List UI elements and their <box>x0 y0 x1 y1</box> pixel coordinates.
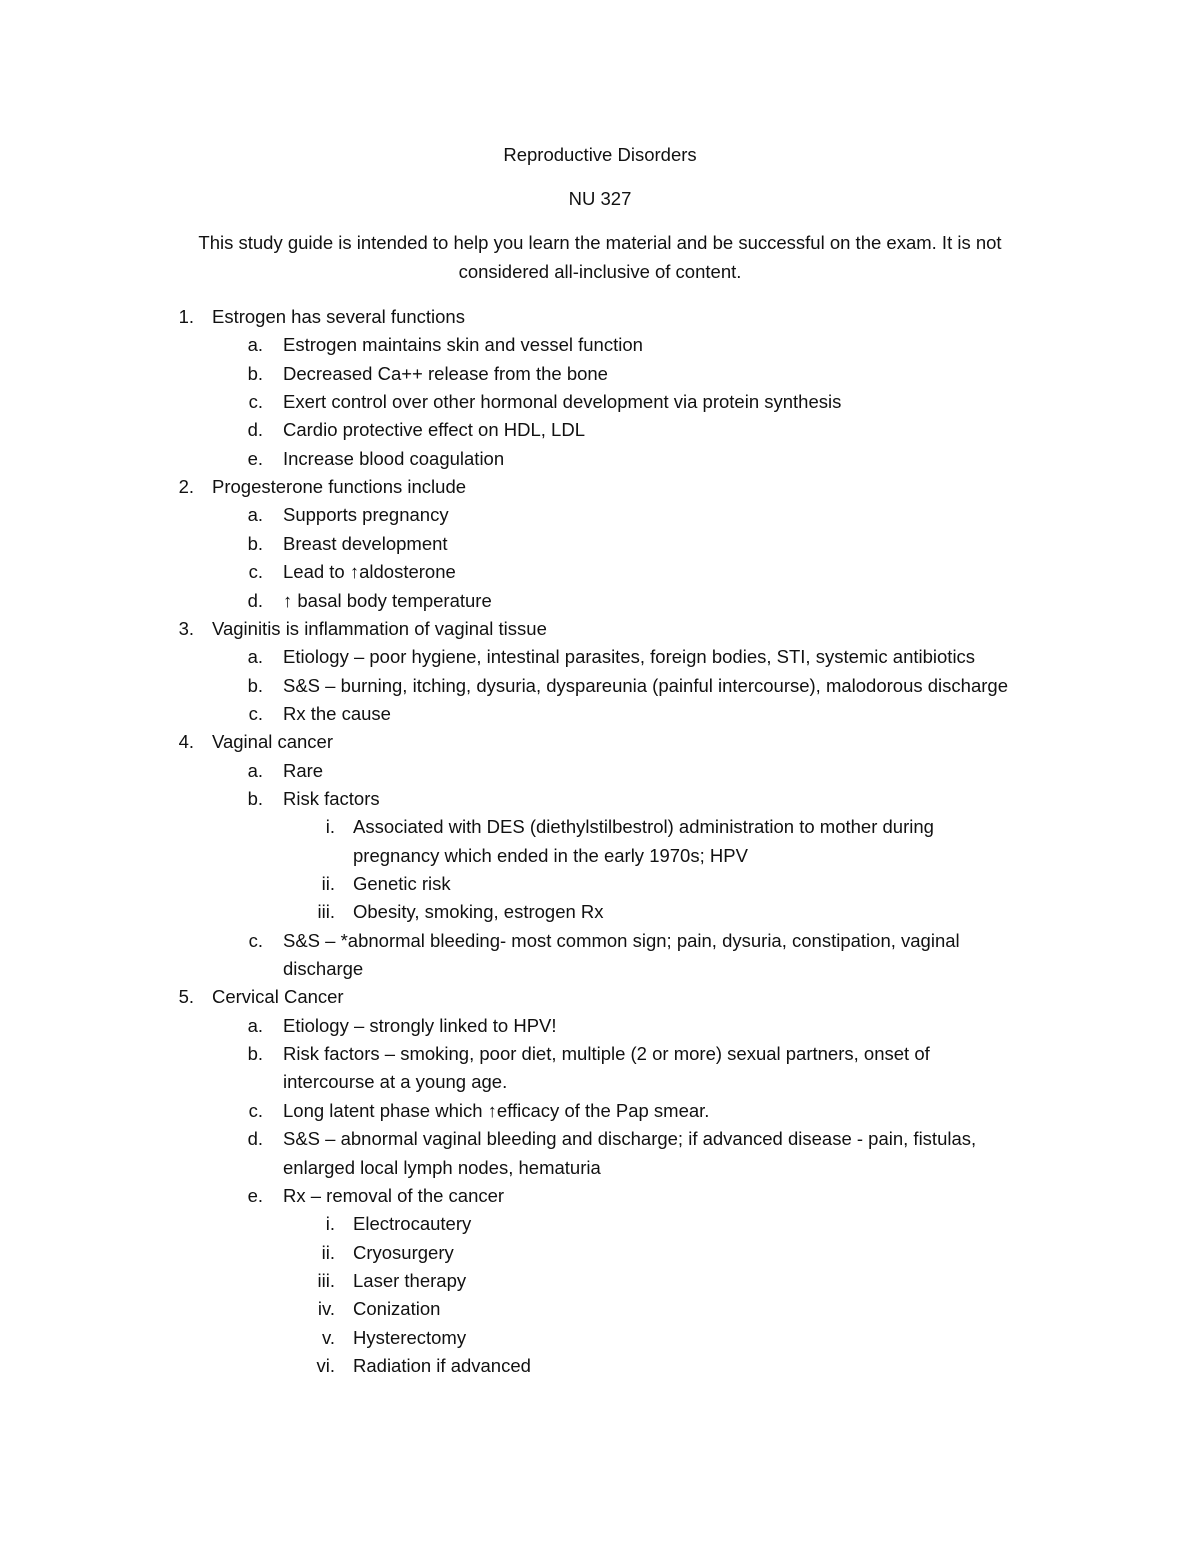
list-marker: vi. <box>316 1354 335 1376</box>
list-item-text: Rx the cause <box>283 702 391 724</box>
list-item-text: pregnancy which ended in the early 1970s; HPV <box>353 844 748 866</box>
list-item-text: ↑ basal body temperature <box>283 589 492 611</box>
list-marker: d. <box>247 589 263 611</box>
list-item-text: S&S – *abnormal bleeding- most common sign; pain, dysuria, constipation, vaginal <box>283 929 960 951</box>
list-item-text: Estrogen maintains skin and vessel function <box>283 334 643 356</box>
list-marker: e. <box>247 447 263 469</box>
list-item-text: Cardio protective effect on HDL, LDL <box>283 419 585 441</box>
list-item-text: Rare <box>283 759 324 781</box>
list-item-text: Radiation if advanced <box>353 1354 531 1376</box>
list-item-text: Decreased Ca++ release from the bone <box>283 362 608 384</box>
list-item-text: Etiology – strongly linked to HPV! <box>283 1014 557 1036</box>
list-marker: b. <box>247 674 263 696</box>
list-item-text: Vaginitis is inflammation of vaginal tissue <box>212 617 547 639</box>
list-marker: i. <box>325 816 335 838</box>
list-item-text: Etiology – poor hygiene, intestinal parasites, foreign bodies, STI, systemic antibiotics <box>283 646 976 668</box>
list-marker: a. <box>247 334 263 356</box>
list-marker: iii. <box>317 1269 335 1291</box>
list-item-text: Breast development <box>283 532 448 554</box>
list-item-text: Cryosurgery <box>353 1241 454 1263</box>
list-marker: a. <box>247 1014 263 1036</box>
list-marker: i. <box>325 1213 335 1235</box>
intro-line-1: This study guide is intended to help you learn the material and be successful on the exam. It is not <box>198 232 1002 253</box>
list-item-text: Supports pregnancy <box>283 504 449 526</box>
list-item-text: Associated with DES (diethylstilbestrol) administration to mother during <box>353 816 934 838</box>
list-marker: v. <box>321 1326 335 1348</box>
list-marker: ii. <box>321 1241 335 1263</box>
list-marker: 1. <box>178 306 194 327</box>
list-marker: c. <box>248 391 263 413</box>
list-marker: b. <box>247 787 263 809</box>
list-item-text: Long latent phase which ↑efficacy of the Pap smear. <box>283 1099 710 1121</box>
list-marker: d. <box>247 1128 263 1150</box>
list-item-text: enlarged local lymph nodes, hematuria <box>283 1156 601 1178</box>
list-item-text: Progesterone functions include <box>212 476 467 498</box>
list-item-text: S&S – abnormal vaginal bleeding and discharge; if advanced disease - pain, fistulas, <box>283 1128 977 1150</box>
list-item-text: Conization <box>353 1298 441 1320</box>
list-item-text: Rx – removal of the cancer <box>283 1184 505 1206</box>
list-marker: c. <box>248 929 263 951</box>
list-marker: a. <box>247 759 263 781</box>
list-item-text: Laser therapy <box>353 1269 467 1291</box>
list-item-text: Electrocautery <box>353 1213 472 1235</box>
list-item-text: Estrogen has several functions <box>212 306 465 327</box>
list-item-text: Risk factors <box>283 787 380 809</box>
list-item-text: Hysterectomy <box>353 1326 467 1348</box>
list-item-text: Lead to ↑aldosterone <box>283 561 456 583</box>
list-item-text: S&S – burning, itching, dysuria, dyspareunia (painful intercourse), malodorous discharge <box>283 674 1008 696</box>
list-marker: 4. <box>178 731 194 753</box>
list-marker: c. <box>248 702 263 724</box>
list-item-text: Vaginal cancer <box>212 731 334 753</box>
list-item-text: Increase blood coagulation <box>283 447 505 469</box>
list-item-text: Cervical Cancer <box>212 986 344 1008</box>
list-marker: 5. <box>178 986 194 1008</box>
list-marker: ii. <box>321 873 335 894</box>
document-title: Reproductive Disorders <box>503 144 697 165</box>
list-item-text: discharge <box>283 958 364 980</box>
list-marker: 2. <box>178 476 194 498</box>
list-marker: e. <box>247 1184 263 1206</box>
list-marker: c. <box>248 561 263 583</box>
list-marker: a. <box>247 646 263 668</box>
list-marker: 3. <box>178 617 194 639</box>
list-marker: b. <box>247 1043 263 1065</box>
intro-line-2: considered all-inclusive of content. <box>458 261 742 282</box>
list-marker: c. <box>248 1099 263 1121</box>
list-marker: b. <box>247 532 263 554</box>
list-marker: iv. <box>317 1298 335 1320</box>
list-item-text: Obesity, smoking, estrogen Rx <box>353 901 604 923</box>
list-item-text: Exert control over other hormonal development via protein synthesis <box>283 391 842 413</box>
list-marker: iii. <box>317 901 335 923</box>
list-item-text: Risk factors – smoking, poor diet, multiple (2 or more) sexual partners, onset of <box>283 1043 930 1065</box>
course-code: NU 327 <box>568 188 632 209</box>
list-marker: b. <box>247 362 263 384</box>
list-item-text: Genetic risk <box>353 873 451 894</box>
list-item-text: intercourse at a young age. <box>283 1071 508 1093</box>
list-marker: d. <box>247 419 263 441</box>
list-marker: a. <box>247 504 263 526</box>
